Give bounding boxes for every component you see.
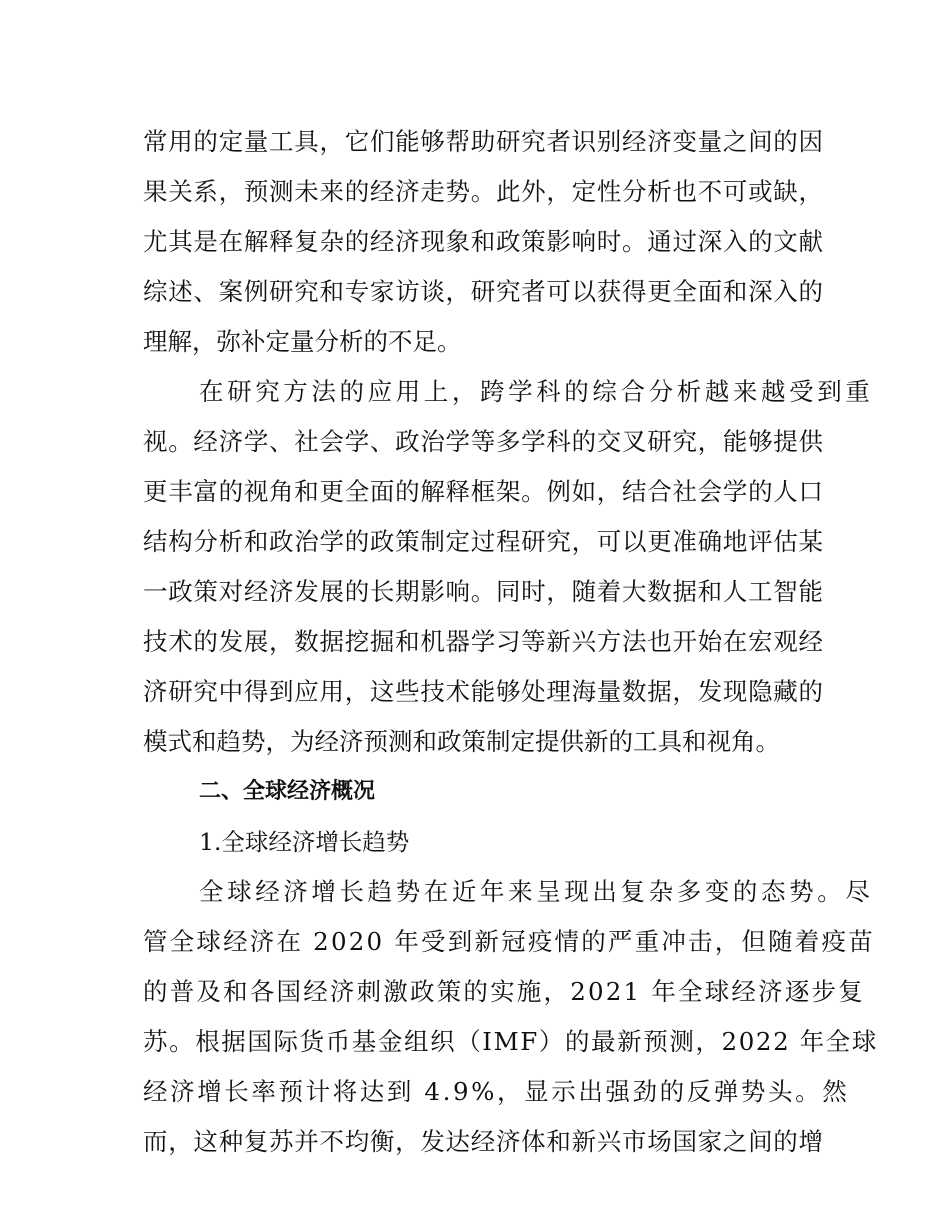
text-line: 管全球经济在 2020 年受到新冠疫情的严重冲击，但随着疫苗 [143, 927, 875, 956]
subsection-heading: 1.全球经济增长趋势 [199, 828, 410, 856]
section-heading: 二、全球经济概况 [199, 779, 376, 804]
text-line: 在研究方法的应用上，跨学科的综合分析越来越受到重 [199, 377, 874, 406]
text-line: 技术的发展，数据挖掘和机器学习等新兴方法也开始在宏观经 [143, 627, 823, 656]
text-line: 尤其是在解释复杂的经济现象和政策影响时。通过深入的文献 [143, 227, 823, 256]
text-line: 果关系，预测未来的经济走势。此外，定性分析也不可或缺， [143, 177, 823, 206]
text-line: 一政策对经济发展的长期影响。同时，随着大数据和人工智能 [143, 577, 823, 606]
text-line: 综述、案例研究和专家访谈，研究者可以获得更全面和深入的 [143, 277, 823, 306]
text-line: 苏。根据国际货币基金组织（IMF）的最新预测，2022 年全球 [143, 1027, 878, 1056]
text-line: 全球经济增长趋势在近年来呈现出复杂多变的态势。尽 [199, 877, 874, 906]
text-line: 模式和趋势，为经济预测和政策制定提供新的工具和视角。 [143, 727, 780, 756]
text-line: 济研究中得到应用，这些技术能够处理海量数据，发现隐藏的 [143, 677, 823, 706]
text-line: 而，这种复苏并不均衡，发达经济体和新兴市场国家之间的增 [143, 1127, 823, 1156]
text-line: 的普及和各国经济刺激政策的实施，2021 年全球经济逐步复 [143, 977, 865, 1006]
text-line: 视。经济学、社会学、政治学等多学科的交叉研究，能够提供 [143, 427, 823, 456]
text-line: 理解，弥补定量分析的不足。 [143, 327, 462, 356]
text-line: 更丰富的视角和更全面的解释框架。例如，结合社会学的人口 [143, 477, 823, 506]
text-line: 经济增长率预计将达到 4.9%，显示出强劲的反弹势头。然 [143, 1077, 850, 1106]
text-line: 常用的定量工具，它们能够帮助研究者识别经济变量之间的因 [143, 127, 823, 156]
text-line: 结构分析和政治学的政策制定过程研究，可以更准确地评估某 [143, 527, 823, 556]
